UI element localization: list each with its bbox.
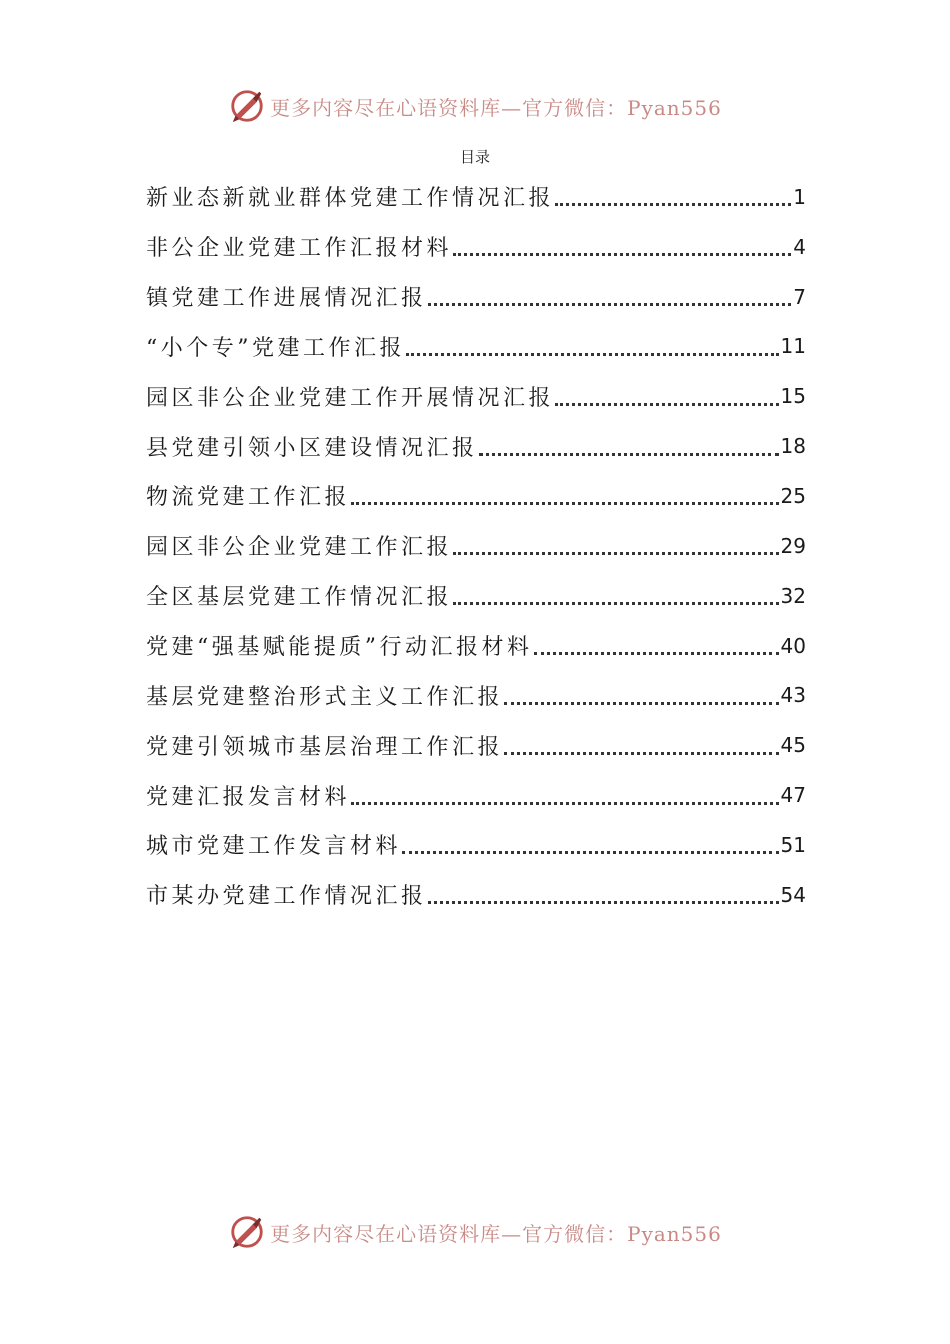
toc-dot-leader (428, 901, 779, 904)
toc-dot-leader (555, 403, 779, 406)
toc-entry-title: 园区非公企业党建工作汇报 (146, 535, 453, 561)
toc-entry-page: 47 (780, 783, 806, 808)
toc-entry[interactable] (146, 621, 806, 671)
toc-dot-leader (351, 502, 779, 505)
toc-entry-page: 11 (780, 334, 806, 359)
toc-entry-page: 32 (780, 583, 806, 608)
toc-dot-leader (428, 303, 792, 306)
toc-entry-title: 非公企业党建工作汇报材料 (146, 236, 453, 262)
toc-entry-page: 45 (780, 733, 806, 758)
toc-entry[interactable] (146, 172, 806, 222)
toc-entry-title: 新业态新就业群体党建工作情况汇报 (146, 186, 555, 212)
watermark-text: 更多内容尽在心语资料库—官方微信：Pyan556 (270, 95, 722, 120)
toc-entry-title: 党建汇报发言材料 (146, 784, 351, 810)
toc-entry-title: 基层党建整治形式主义工作汇报 (146, 684, 504, 710)
toc-entry-page: 51 (780, 832, 806, 857)
toc-entry[interactable] (146, 770, 806, 820)
toc-entry-title: “小个专”党建工作汇报 (146, 335, 405, 361)
toc-dot-leader (453, 552, 779, 555)
toc-entry-page: 1 (793, 184, 806, 209)
toc-entry[interactable] (146, 371, 806, 421)
toc-entry[interactable] (146, 222, 806, 272)
toc-entry[interactable] (146, 322, 806, 372)
table-of-contents (146, 172, 806, 920)
toc-entry-page: 7 (793, 284, 806, 309)
watermark-text: 更多内容尽在心语资料库—官方微信：Pyan556 (270, 1221, 722, 1246)
toc-dot-leader (351, 802, 779, 805)
toc-entry-page: 4 (793, 234, 806, 259)
toc-entry[interactable] (146, 471, 806, 521)
toc-dot-leader (534, 652, 779, 655)
toc-dot-leader (479, 453, 779, 456)
toc-dot-leader (504, 752, 779, 755)
watermark-banner-top (0, 82, 950, 130)
toc-entry[interactable] (146, 521, 806, 571)
toc-entry[interactable] (146, 272, 806, 322)
toc-entry-page: 29 (780, 533, 806, 558)
toc-entry[interactable] (146, 421, 806, 471)
toc-entry-page: 25 (780, 483, 806, 508)
toc-dot-leader (453, 602, 779, 605)
toc-entry-title: 党建引领城市基层治理工作汇报 (146, 734, 504, 760)
toc-entry-page: 40 (780, 633, 806, 658)
toc-entry[interactable] (146, 720, 806, 770)
toc-dot-leader (406, 353, 779, 356)
toc-entry-title: 全区基层党建工作情况汇报 (146, 585, 453, 611)
toc-entry-title: 市某办党建工作情况汇报 (146, 884, 427, 910)
toc-entry-title: 园区非公企业党建工作开展情况汇报 (146, 385, 555, 411)
toc-entry[interactable] (146, 670, 806, 720)
toc-dot-leader (453, 253, 791, 256)
pen-logo-icon (228, 87, 266, 125)
toc-entry[interactable] (146, 571, 806, 621)
toc-dot-leader (555, 203, 791, 206)
watermark-banner-bottom (0, 1208, 950, 1256)
toc-entry[interactable] (146, 820, 806, 870)
toc-entry-page: 18 (780, 434, 806, 459)
toc-entry-title: 党建“强基赋能提质”行动汇报材料 (146, 635, 533, 661)
toc-entry-page: 15 (780, 384, 806, 409)
toc-dot-leader (402, 851, 779, 854)
toc-entry-page: 43 (780, 683, 806, 708)
toc-entry-title: 城市党建工作发言材料 (146, 834, 402, 860)
toc-title: 目录 (459, 148, 490, 166)
toc-entry[interactable] (146, 870, 806, 920)
toc-entry-title: 镇党建工作进展情况汇报 (146, 286, 427, 312)
toc-entry-title: 县党建引领小区建设情况汇报 (146, 435, 478, 461)
toc-entry-page: 54 (780, 882, 806, 907)
pen-logo-icon (228, 1213, 266, 1251)
toc-dot-leader (504, 702, 779, 705)
toc-entry-title: 物流党建工作汇报 (146, 485, 351, 511)
